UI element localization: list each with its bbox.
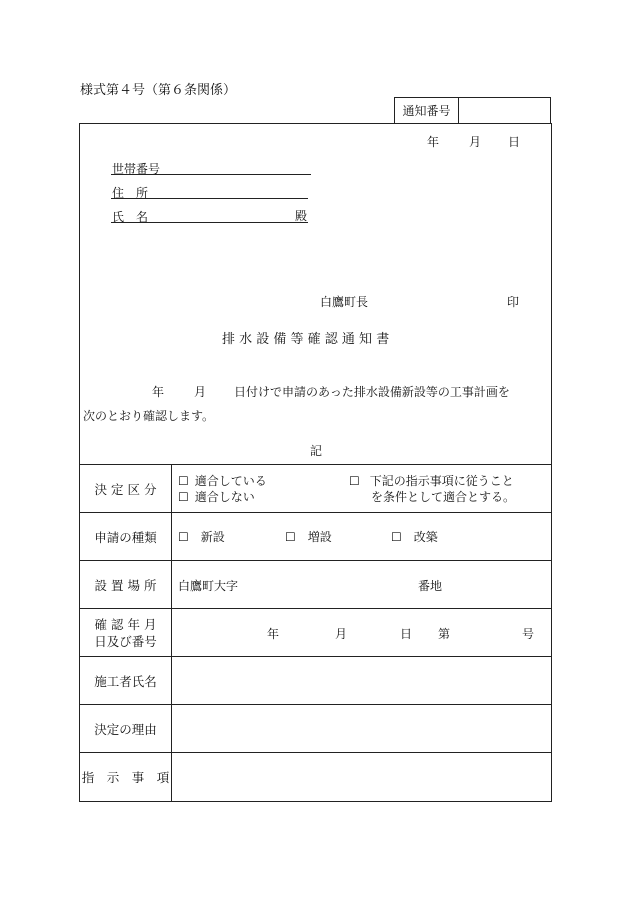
date-year: 年 [427, 135, 440, 149]
decision-option-nonconform[interactable]: ☐ 適合しない [178, 490, 255, 504]
household-number-label: 世帯番号 [112, 162, 161, 176]
confirmation-label: 確 認 年 月 日及び番号 [94, 616, 157, 649]
body-year: 年 [152, 385, 165, 399]
form-title: 様式第４号（第６条関係） [80, 83, 237, 98]
type-option-extension[interactable]: ☐ 増設 [285, 530, 332, 544]
contractor-label: 施工者氏名 [94, 673, 157, 689]
confirm-month: 月 [335, 627, 348, 641]
type-option-new[interactable]: ☐ 新設 [178, 530, 225, 544]
body-line1: 日付けで申請のあった排水設備新設等の工事計画を [234, 385, 510, 399]
checkbox-icon[interactable]: ☐ [178, 490, 189, 504]
seal-mark: 印 [507, 295, 520, 309]
body-month: 月 [194, 385, 207, 399]
household-number-line [111, 174, 311, 175]
notice-number-box [394, 97, 551, 123]
checkbox-icon[interactable]: ☐ [178, 474, 189, 488]
label-column-divider [171, 464, 172, 802]
reason-label: 決定の理由 [94, 721, 157, 737]
notice-number-label: 通知番号 [395, 98, 459, 123]
honorific: 殿 [295, 209, 308, 223]
location-prefix: 白鷹町大字 [178, 579, 239, 593]
body-line2: 次のとおり確認します。 [83, 409, 215, 423]
date-day: 日 [508, 135, 521, 149]
document-title: 排 水 設 備 等 確 認 通 知 書 [222, 332, 390, 347]
issuer-name: 白鷹町長 [320, 295, 369, 309]
decision-option-conform[interactable]: ☐ 適合している [178, 474, 267, 488]
location-suffix: 番地 [418, 579, 443, 593]
decision-option-conditional[interactable]: ☐ 下記の指示事項に従うこと [349, 474, 514, 488]
type-option-rebuild[interactable]: ☐ 改築 [391, 530, 438, 544]
ki-label: 記 [310, 444, 323, 458]
application-type-label: 申請の種類 [94, 529, 157, 545]
location-label: 設 置 場 所 [94, 577, 157, 593]
confirm-day: 日 [400, 627, 413, 641]
name-label: 氏 名 [112, 210, 149, 224]
date-month: 月 [469, 135, 482, 149]
name-line [111, 222, 308, 223]
checkbox-icon[interactable]: ☐ [349, 474, 360, 488]
confirm-dai: 第 [438, 627, 451, 641]
confirm-go: 号 [522, 627, 535, 641]
decision-option-conditional-line2: を条件として適合とする。 [371, 490, 516, 504]
confirm-year: 年 [267, 627, 280, 641]
checkbox-icon[interactable]: ☐ [285, 530, 296, 544]
instructions-label: 指 示 事 項 [81, 770, 170, 785]
decision-label: 決 定 区 分 [94, 481, 157, 497]
address-label: 住 所 [112, 186, 149, 200]
address-line [111, 198, 308, 199]
checkbox-icon[interactable]: ☐ [178, 530, 189, 544]
checkbox-icon[interactable]: ☐ [391, 530, 402, 544]
